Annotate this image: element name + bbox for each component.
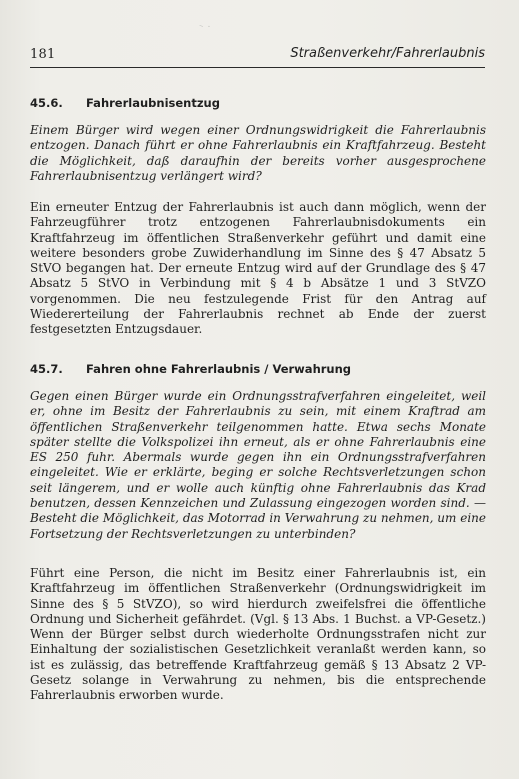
- section-heading-45-7: [30, 362, 351, 376]
- section-heading-45-6: [30, 96, 220, 110]
- page-number: 181: [30, 47, 56, 62]
- print-smudge: ⁻ ˙: [196, 22, 212, 37]
- answer-paragraph-45-7: Führt eine Person, die nicht im Besitz einer Fahrerlaubnis ist, ein Kraftfahrzeug im öffentlichen Straßenverkehr (Ordnungswidrigkeit im Sinne des § 5 StVZO), so wird hierdurch zweifelsfrei die öffentliche Ordnung und Sicherheit gefährdet. (Vgl. § 13 Abs. 1 Buchst. a VP-Gesetz.) Wenn der Bürger selbst durch wiederholte Ordnungsstrafen nicht zur Einhaltung der sozialistischen Gesetzlichkeit veranlaßt werden kann, so ist es zulässig, das betreffende Kraftfahrzeug gemäß § 13 Absatz 2 VP-Gesetz solange in Verwahrung zu nehmen, bis die entsprechende Fahrerlaubnis erworben wurde.: [30, 566, 486, 703]
- running-head: Straßenverkehr/Fahrerlaubnis: [290, 46, 485, 61]
- answer-paragraph-45-6: Ein erneuter Entzug der Fahrerlaubnis ist auch dann möglich, wenn der Fahrzeugführer trotz entzogenen Fahrerlaubnisdokuments ein Kraftfahrzeug im öffentlichen Straßenverkehr geführt und damit eine weitere besonders grobe Zuwiderhandlung im Sinne des § 47 Absatz 5 StVO begangen hat. Der erneute Entzug wird auf der Grundlage des § 47 Absatz 5 StVO in Verbindung mit § 4 b Absätze 1 und 3 StVZO vorgenommen. Die neu festzulegende Frist für den Antrag auf Wiedererteilung der Fahrerlaubnis rechnet ab Ende der zuerst festgesetzten Entzugsdauer.: [30, 200, 486, 337]
- question-paragraph-45-7: Gegen einen Bürger wurde ein Ordnungsstrafverfahren eingeleitet, weil er, ohne im Besitz der Fahrerlaubnis zu sein, mit einem Kraftrad am öffentlichen Straßenverkehr teilgenommen hatte. Etwa sechs Monate später stellte die Volkspolizei ihn erneut, als er ohne Fahrerlaubnis eine ES 250 fuhr. Abermals wurde gegen ihn ein Ordnungsstrafverfahren eingeleitet. Wie er erklärte, beging er solche Rechtsverletzungen schon seit längerem, und er wolle auch künftig ohne Fahrerlaubnis das Krad benutzen, dessen Kennzeichen und Zulassung eingezogen worden sind. — Besteht die Möglichkeit, das Motorrad in Verwahrung zu nehmen, um eine Fortsetzung der Rechtsverletzungen zu unterbinden?: [30, 389, 486, 541]
- header-rule: [30, 67, 485, 68]
- section-title: Fahrerlaubnisentzug: [86, 96, 220, 110]
- question-paragraph-45-6: Einem Bürger wird wegen einer Ordnungswidrigkeit die Fahrerlaubnis entzogen. Danach führt er ohne Fahrerlaubnis ein Kraftfahrzeug. Besteht die Möglichkeit, daß daraufhin der bereits vorher ausgesprochene Fahrerlaubnisentzug verlängert wird?: [30, 123, 486, 183]
- section-number: 45.6.: [30, 96, 63, 110]
- section-title: Fahren ohne Fahrerlaubnis / Verwahrung: [86, 362, 352, 376]
- section-number: 45.7.: [30, 362, 63, 376]
